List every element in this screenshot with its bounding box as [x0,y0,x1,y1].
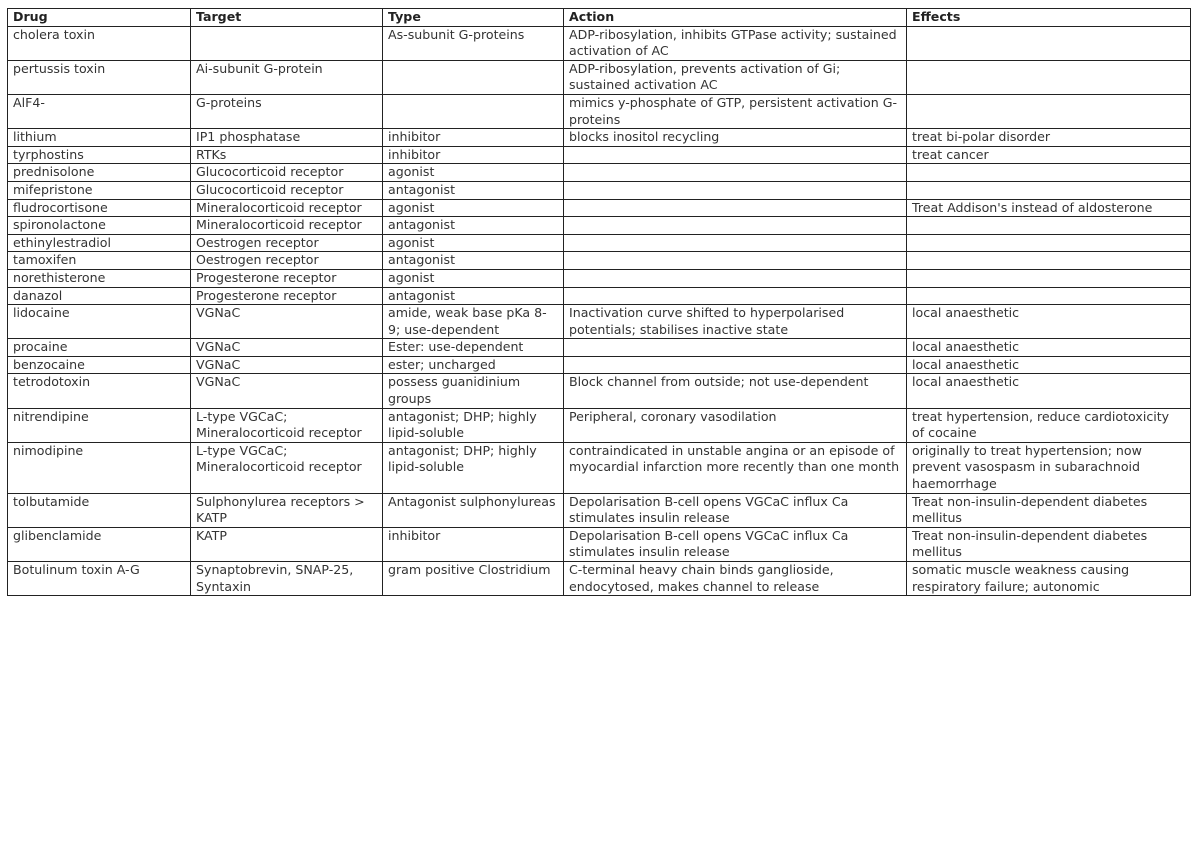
table-row [8,217,1191,235]
effects-cell: local anaesthetic [907,374,1191,408]
effects-cell: local anaesthetic [907,356,1191,374]
effects-cell [907,234,1191,252]
action-cell [564,217,907,235]
effects-cell: treat cancer [907,146,1191,164]
type-cell: agonist [383,199,564,217]
action-cell [564,181,907,199]
effects-cell: treat bi-polar disorder [907,129,1191,147]
target-cell [191,26,383,60]
effects-cell: originally to treat hypertension; now prevent vasospasm in subarachnoid haemorrhage [907,442,1191,493]
drug-cell: nitrendipine [8,408,191,442]
table-row [8,527,1191,561]
action-cell: Depolarisation B-cell opens VGCaC influx Ca stimulates insulin release [564,493,907,527]
table-row [8,493,1191,527]
action-cell: mimics y-phosphate of GTP, persistent activation G-proteins [564,94,907,128]
drug-cell: tolbutamide [8,493,191,527]
table-row [8,305,1191,339]
action-cell [564,252,907,270]
drug-cell: procaine [8,339,191,357]
table-row [8,199,1191,217]
target-cell: RTKs [191,146,383,164]
target-cell: Oestrogen receptor [191,252,383,270]
effects-cell: Treat non-insulin-dependent diabetes mellitus [907,527,1191,561]
drug-cell: tamoxifen [8,252,191,270]
target-cell: KATP [191,527,383,561]
effects-cell: Treat Addison's instead of aldosterone [907,199,1191,217]
effects-cell: somatic muscle weakness causing respiratory failure; autonomic [907,562,1191,596]
header-action: Action [564,9,907,27]
type-cell: antagonist [383,252,564,270]
type-cell: possess guanidinium groups [383,374,564,408]
type-cell: agonist [383,234,564,252]
type-cell [383,94,564,128]
type-cell: agonist [383,164,564,182]
target-cell: Oestrogen receptor [191,234,383,252]
table-row [8,442,1191,493]
effects-cell [907,26,1191,60]
table-row [8,129,1191,147]
effects-cell [907,252,1191,270]
effects-cell: Treat non-insulin-dependent diabetes mellitus [907,493,1191,527]
target-cell: VGNaC [191,339,383,357]
table-row [8,252,1191,270]
table-body [8,26,1191,596]
type-cell: gram positive Clostridium [383,562,564,596]
drug-cell: Botulinum toxin A-G [8,562,191,596]
action-cell [564,164,907,182]
drug-cell: ethinylestradiol [8,234,191,252]
table-row [8,269,1191,287]
action-cell: ADP-ribosylation, prevents activation of Gi; sustained activation AC [564,60,907,94]
type-cell: antagonist [383,181,564,199]
header-effects: Effects [907,9,1191,27]
action-cell [564,146,907,164]
target-cell: IP1 phosphatase [191,129,383,147]
table-row [8,562,1191,596]
drug-cell: tetrodotoxin [8,374,191,408]
target-cell: L-type VGCaC; Mineralocorticoid receptor [191,408,383,442]
target-cell: Mineralocorticoid receptor [191,217,383,235]
effects-cell [907,287,1191,305]
drug-cell: norethisterone [8,269,191,287]
type-cell: antagonist [383,217,564,235]
drug-cell: tyrphostins [8,146,191,164]
drug-cell: spironolactone [8,217,191,235]
header-type: Type [383,9,564,27]
type-cell: Ester: use-dependent [383,339,564,357]
target-cell: Mineralocorticoid receptor [191,199,383,217]
drug-table [7,8,1191,596]
effects-cell [907,164,1191,182]
target-cell: VGNaC [191,374,383,408]
drug-cell: lithium [8,129,191,147]
action-cell: C-terminal heavy chain binds ganglioside, endocytosed, makes channel to release [564,562,907,596]
drug-cell: pertussis toxin [8,60,191,94]
target-cell: Synaptobrevin, SNAP-25, Syntaxin [191,562,383,596]
effects-cell [907,217,1191,235]
table-row [8,164,1191,182]
type-cell [383,60,564,94]
table-row [8,287,1191,305]
action-cell: ADP-ribosylation, inhibits GTPase activity; sustained activation of AC [564,26,907,60]
type-cell: ester; uncharged [383,356,564,374]
type-cell: inhibitor [383,129,564,147]
target-cell: Glucocorticoid receptor [191,181,383,199]
effects-cell: local anaesthetic [907,339,1191,357]
table-row [8,374,1191,408]
target-cell: Sulphonylurea receptors > KATP [191,493,383,527]
drug-cell: benzocaine [8,356,191,374]
action-cell: blocks inositol recycling [564,129,907,147]
header-row [8,9,1191,27]
type-cell: inhibitor [383,146,564,164]
drug-cell: mifepristone [8,181,191,199]
effects-cell [907,60,1191,94]
target-cell: Glucocorticoid receptor [191,164,383,182]
table-row [8,26,1191,60]
action-cell: Block channel from outside; not use-dependent [564,374,907,408]
table-row [8,356,1191,374]
table-row [8,408,1191,442]
table-row [8,60,1191,94]
action-cell [564,234,907,252]
effects-cell [907,94,1191,128]
effects-cell [907,269,1191,287]
table-header [8,9,1191,27]
effects-cell: local anaesthetic [907,305,1191,339]
action-cell: Depolarisation B-cell opens VGCaC influx Ca stimulates insulin release [564,527,907,561]
drug-cell: AlF4- [8,94,191,128]
type-cell: Antagonist sulphonylureas [383,493,564,527]
type-cell: As-subunit G-proteins [383,26,564,60]
action-cell [564,356,907,374]
type-cell: antagonist; DHP; highly lipid-soluble [383,442,564,493]
target-cell: Ai-subunit G-protein [191,60,383,94]
target-cell: VGNaC [191,305,383,339]
drug-cell: lidocaine [8,305,191,339]
action-cell [564,287,907,305]
table-row [8,339,1191,357]
action-cell [564,269,907,287]
type-cell: antagonist [383,287,564,305]
table-row [8,234,1191,252]
type-cell: amide, weak base pKa 8-9; use-dependent [383,305,564,339]
drug-cell: glibenclamide [8,527,191,561]
table-row [8,146,1191,164]
target-cell: VGNaC [191,356,383,374]
action-cell: Inactivation curve shifted to hyperpolarised potentials; stabilises inactive state [564,305,907,339]
drug-cell: cholera toxin [8,26,191,60]
target-cell: G-proteins [191,94,383,128]
table-row [8,94,1191,128]
header-drug: Drug [8,9,191,27]
type-cell: antagonist; DHP; highly lipid-soluble [383,408,564,442]
action-cell [564,339,907,357]
effects-cell: treat hypertension, reduce cardiotoxicity of cocaine [907,408,1191,442]
type-cell: agonist [383,269,564,287]
drug-cell: danazol [8,287,191,305]
target-cell: Progesterone receptor [191,269,383,287]
drug-cell: nimodipine [8,442,191,493]
drug-cell: fludrocortisone [8,199,191,217]
target-cell: Progesterone receptor [191,287,383,305]
drug-cell: prednisolone [8,164,191,182]
action-cell: Peripheral, coronary vasodilation [564,408,907,442]
header-target: Target [191,9,383,27]
action-cell [564,199,907,217]
type-cell: inhibitor [383,527,564,561]
table-row [8,181,1191,199]
target-cell: L-type VGCaC; Mineralocorticoid receptor [191,442,383,493]
action-cell: contraindicated in unstable angina or an episode of myocardial infarction more recently than one month [564,442,907,493]
effects-cell [907,181,1191,199]
